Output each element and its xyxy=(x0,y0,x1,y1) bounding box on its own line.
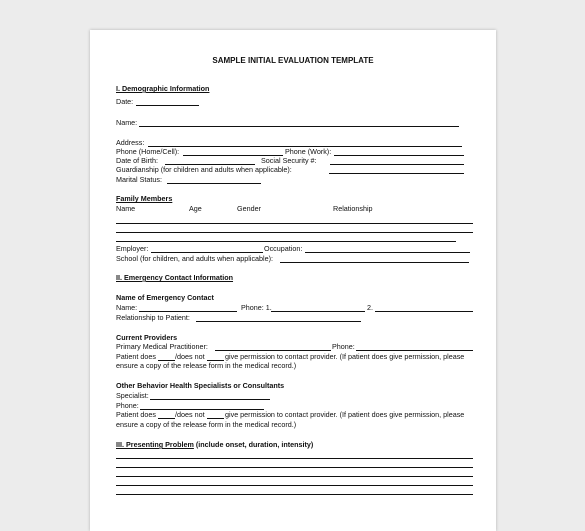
address-label: Address: xyxy=(116,138,145,147)
problem-note: (include onset, duration, intensity) xyxy=(193,440,314,449)
emergency-subheading: Name of Emergency Contact xyxy=(116,293,214,302)
date-label: Date: xyxy=(116,97,134,106)
name-field[interactable] xyxy=(139,126,459,127)
other-does-not-label: /does not xyxy=(175,410,205,419)
problem-heading: III. Presenting Problem xyxy=(116,440,194,449)
other-consent-yes-field[interactable] xyxy=(158,418,175,419)
name-label: Name: xyxy=(116,118,138,127)
guardianship-label: Guardianship (for children and adults when applicable): xyxy=(116,165,292,174)
emergency-phone2-label: 2. xyxy=(367,303,373,312)
emergency-name-field[interactable] xyxy=(139,311,237,312)
employer-field[interactable] xyxy=(151,252,263,253)
employer-label: Employer: xyxy=(116,244,149,253)
family-heading: Family Members xyxy=(116,194,173,203)
problem-line[interactable] xyxy=(116,467,473,468)
family-col-age: Age xyxy=(189,204,202,213)
emergency-phone1-field[interactable] xyxy=(271,311,365,312)
phone-work-field[interactable] xyxy=(334,155,464,156)
school-label: School (for children, and adults when applicable): xyxy=(116,254,274,263)
emergency-name-label: Name: xyxy=(116,303,138,312)
family-row-line[interactable] xyxy=(116,223,473,224)
guardianship-field[interactable] xyxy=(329,173,464,174)
other-release-text: ensure a copy of the release form in the medical record.) xyxy=(116,420,297,429)
family-row-line[interactable] xyxy=(116,232,473,233)
marital-field[interactable] xyxy=(167,183,261,184)
phone-work-label: Phone (Work): xyxy=(285,147,332,156)
emergency-phone1-label: Phone: 1. xyxy=(241,303,272,312)
other-patient-does-label: Patient does xyxy=(116,410,156,419)
date-field[interactable] xyxy=(136,105,199,106)
ssn-label: Social Security #: xyxy=(261,156,317,165)
other-consent-no-field[interactable] xyxy=(207,418,224,419)
specialist-field[interactable] xyxy=(150,399,270,400)
page-title: SAMPLE INITIAL EVALUATION TEMPLATE xyxy=(212,56,374,65)
permission-text: give permission to contact provider. (If patient does give permission, please xyxy=(225,352,465,361)
demographic-heading: I. Demographic Information xyxy=(116,84,210,93)
pmp-field[interactable] xyxy=(215,350,331,351)
family-row-line[interactable] xyxy=(116,241,456,242)
family-col-name: Name xyxy=(116,204,136,213)
problem-line[interactable] xyxy=(116,476,473,477)
occupation-label: Occupation: xyxy=(264,244,303,253)
emergency-heading: II. Emergency Contact Information xyxy=(116,273,234,282)
emergency-phone2-field[interactable] xyxy=(375,311,473,312)
other-permission-text: give permission to contact provider. (If patient does give permission, please xyxy=(225,410,465,419)
problem-line[interactable] xyxy=(116,458,473,459)
family-col-gender: Gender xyxy=(237,204,261,213)
relationship-field[interactable] xyxy=(196,321,361,322)
school-field[interactable] xyxy=(280,262,469,263)
other-phone-label: Phone: xyxy=(116,401,139,410)
providers-heading: Current Providers xyxy=(116,333,178,342)
marital-label: Marital Status: xyxy=(116,175,162,184)
pmp-phone-field[interactable] xyxy=(356,350,473,351)
release-text: ensure a copy of the release form in the medical record.) xyxy=(116,361,297,370)
specialist-label: Specialist: xyxy=(116,391,149,400)
problem-heading-line xyxy=(116,441,313,449)
pmp-phone-label: Phone: xyxy=(332,342,355,351)
problem-line[interactable] xyxy=(116,485,473,486)
relationship-label: Relationship to Patient: xyxy=(116,313,190,322)
patient-does-label: Patient does xyxy=(116,352,156,361)
occupation-field[interactable] xyxy=(305,252,470,253)
problem-line[interactable] xyxy=(116,494,473,495)
phone-home-label: Phone (Home/Cell): xyxy=(116,147,180,156)
does-not-label: /does not xyxy=(175,352,205,361)
pmp-label: Primary Medical Practitioner: xyxy=(116,342,208,351)
other-heading: Other Behavior Health Specialists or Consultants xyxy=(116,381,285,390)
dob-label: Date of Birth: xyxy=(116,156,158,165)
document-page xyxy=(90,30,496,531)
ssn-field[interactable] xyxy=(330,164,464,165)
family-col-relationship: Relationship xyxy=(333,204,373,213)
